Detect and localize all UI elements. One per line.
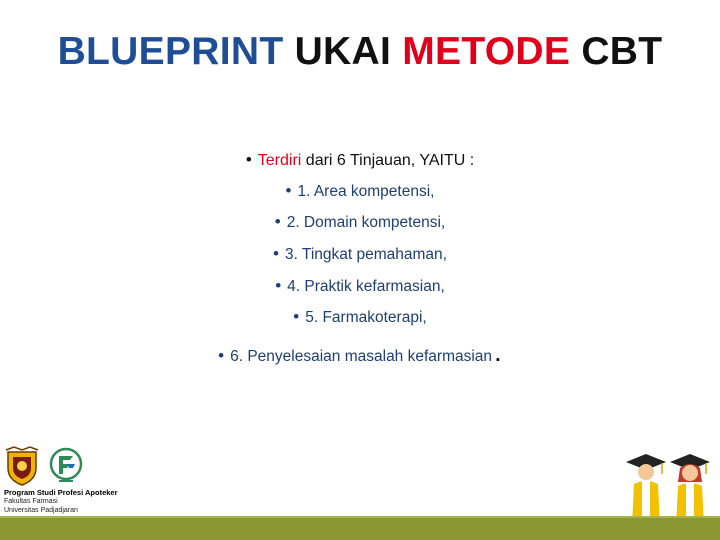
faculty-name: Fakultas Farmasi bbox=[4, 498, 58, 505]
title-word-metode: METODE bbox=[402, 30, 571, 73]
list-item bbox=[0, 307, 720, 327]
list-item-text: 2. Domain kompetensi, bbox=[286, 214, 446, 231]
list-item-text: 4. Praktik kefarmasian, bbox=[287, 278, 445, 295]
unpad-logo-icon bbox=[4, 446, 40, 486]
footer-bar bbox=[0, 516, 720, 540]
bullet-icon: • bbox=[293, 307, 300, 326]
list-item bbox=[0, 336, 720, 367]
trailing-dot: . bbox=[494, 336, 502, 367]
list-item-text: 5. Farmakoterapi, bbox=[305, 309, 427, 326]
program-name: Program Studi Profesi Apoteker bbox=[4, 488, 118, 497]
institution-text bbox=[4, 488, 134, 515]
logo-row bbox=[4, 446, 134, 486]
intro-line bbox=[0, 150, 720, 170]
bullet-icon: • bbox=[218, 346, 225, 365]
bullet-icon: • bbox=[273, 244, 279, 263]
list-item bbox=[0, 181, 720, 201]
university-name: Universitas Padjadjaran bbox=[4, 507, 78, 514]
title-word-ukai: UKAI bbox=[294, 30, 392, 73]
bullet-icon: • bbox=[275, 276, 282, 295]
list-item bbox=[0, 244, 720, 264]
bullet-icon: • bbox=[274, 212, 281, 231]
bullet-icon: • bbox=[245, 150, 252, 169]
title-word-cbt: CBT bbox=[581, 30, 663, 73]
list-item-text: 6. Penyelesaian masalah kefarmasian bbox=[230, 348, 493, 365]
slide-title bbox=[0, 30, 720, 74]
title-word-blueprint: BLUEPRINT bbox=[57, 30, 284, 73]
bullet-icon: • bbox=[285, 181, 292, 200]
list-item bbox=[0, 212, 720, 232]
list-item bbox=[0, 276, 720, 296]
list-item-text: 1. Area kompetensi, bbox=[297, 183, 435, 200]
intro-highlight: Terdiri bbox=[257, 152, 302, 169]
graduates-icon bbox=[622, 448, 714, 526]
intro-text: dari 6 Tinjauan, YAITU : bbox=[301, 152, 475, 169]
institution-logo-block bbox=[4, 446, 134, 515]
list-item-text: 3. Tingkat pemahaman, bbox=[284, 246, 447, 263]
farmasi-logo-icon bbox=[48, 446, 84, 486]
